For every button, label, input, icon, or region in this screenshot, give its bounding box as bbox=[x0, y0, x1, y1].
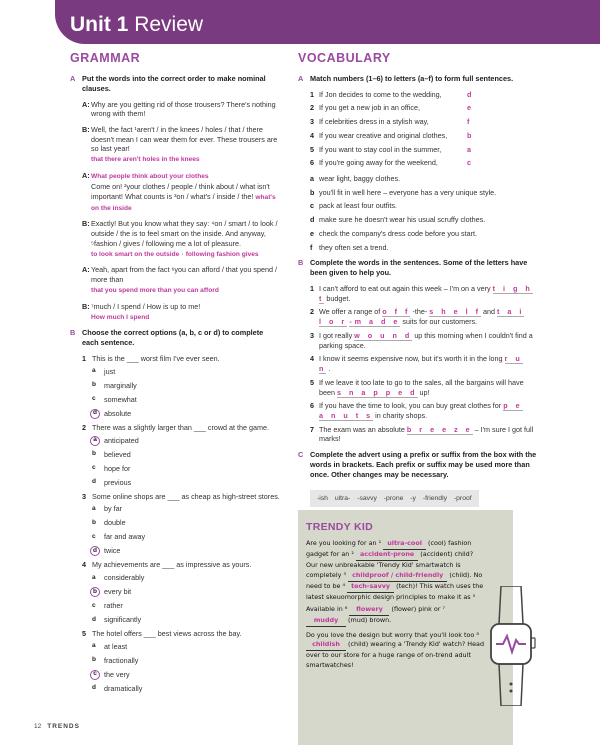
dialog-line: A: What people think about your clothes Come on! ²your clothes / people / think about / what isn't important! What counts is ³on / what's / inside / the! what's on the inside bbox=[82, 171, 276, 212]
ending-row: f they often set a trend. bbox=[310, 242, 389, 252]
option[interactable]: b marginally bbox=[92, 380, 137, 390]
vocab-instruction-a: A Match numbers (1–6) to letters (a–f) to form full sentences. bbox=[298, 73, 514, 83]
option[interactable]: d dramatically bbox=[92, 683, 143, 693]
option[interactable]: d previous bbox=[92, 477, 132, 487]
option[interactable]: a by far bbox=[92, 504, 122, 514]
selected-circle-icon: a bbox=[90, 436, 100, 446]
option[interactable]: b believed bbox=[92, 449, 131, 459]
blank-answer: muddy bbox=[306, 616, 346, 627]
answer: How much I spend bbox=[91, 313, 150, 321]
question: 4 My achievements are ___ as impressive as yours. bbox=[82, 560, 252, 570]
endings-list bbox=[298, 174, 538, 252]
option[interactable]: c hope for bbox=[92, 463, 131, 473]
question: 2 There was a slightly larger than ___ crowd at the game. bbox=[82, 422, 269, 432]
match-row: 6 If you're going away for the weekend, c bbox=[310, 158, 471, 168]
blank-answer: childish bbox=[306, 640, 346, 651]
dialog-line: B: Well, the fact ¹aren't / in the knees / holes / that / there doesn't mean I can wear them for ever. These trousers are so last year! that there aren't holes in the knees bbox=[82, 125, 278, 164]
complete-word-row: 5 If we leave it too late to go to the sales, all the bargains will have been s n a p p e d up! bbox=[310, 377, 524, 397]
option[interactable]: a anticipated bbox=[92, 436, 280, 446]
multiple-choice-list bbox=[70, 354, 280, 694]
grammar-instruction-a: A Put the words into the correct order to make nominal clauses. bbox=[70, 73, 266, 93]
complete-word-row: 6 If you have the time to look, you can buy great clothes for p e a n u t s in charity shops. bbox=[310, 401, 523, 420]
ending-row: a wear light, baggy clothes. bbox=[310, 174, 401, 184]
option[interactable]: d absolute bbox=[92, 409, 280, 419]
option[interactable]: b every bit bbox=[92, 587, 280, 597]
blank-answer: childproof / child-friendly bbox=[348, 571, 447, 582]
selected-circle-icon: d bbox=[90, 409, 100, 419]
match-row: 5 If you want to stay cool in the summer, a bbox=[310, 144, 471, 154]
option[interactable]: a just bbox=[92, 366, 116, 376]
option[interactable]: c the very bbox=[92, 670, 280, 680]
match-row: 2 If you get a new job in an office, e bbox=[310, 103, 471, 113]
option[interactable]: d significantly bbox=[92, 615, 142, 625]
answer: that you spend more than you can afford bbox=[91, 286, 219, 294]
blank-answer: accident-prone bbox=[356, 550, 418, 561]
complete-word-row: 4 I know it seems expensive now, but it's worth it in the long r u n . bbox=[310, 354, 523, 374]
answer: that there aren't holes in the knees bbox=[91, 156, 200, 164]
option[interactable]: a considerably bbox=[92, 573, 145, 583]
advert-title: TRENDY KID bbox=[306, 521, 373, 533]
blank-answer: tech-savvy bbox=[347, 582, 394, 593]
question: 5 The hotel offers ___ best views across the bay. bbox=[82, 628, 242, 638]
option[interactable]: c somewhat bbox=[92, 394, 137, 404]
advert-text-2: Available in ⁶ flowery (flower) pink or ⁷ muddy (mud) brown. bbox=[306, 605, 486, 627]
answer: to look smart on the outside bbox=[91, 250, 180, 258]
answer: what's on the inside bbox=[91, 193, 276, 212]
answer: following fashion gives bbox=[185, 250, 259, 258]
complete-word-row: 1 I can't afford to eat out again this week – I'm on a very t i g h t budget. bbox=[310, 284, 533, 303]
ending-row: c pack at least four outfits. bbox=[310, 201, 397, 211]
blank-answer: ultra-cool bbox=[383, 539, 426, 550]
dialog-line: B: ⁷much / I spend / How is up to me! How much I spend bbox=[82, 301, 201, 321]
question: 1 This is the ___ worst film I've ever seen. bbox=[82, 354, 220, 364]
vocabulary-heading: VOCABULARY bbox=[298, 51, 391, 65]
complete-word-row: 2 We offer a range of o f f -the- s h e l f and t a i l o r -m a d e suits for our customers. bbox=[310, 307, 525, 327]
option[interactable]: c far and away bbox=[92, 532, 146, 542]
selected-circle-icon: b bbox=[90, 587, 100, 597]
unit-title: Unit 1 Review bbox=[70, 13, 204, 36]
match-list bbox=[298, 90, 538, 168]
option[interactable]: b double bbox=[92, 518, 126, 528]
grammar-instruction-b: B Choose the correct options (a, b, c or d) to complete each sentence. bbox=[70, 328, 264, 348]
selected-circle-icon: d bbox=[90, 546, 100, 556]
complete-word-row: 3 I got really w o u n d up this morning when I couldn't find a parking space. bbox=[310, 330, 533, 350]
advert-text-3: Do you love the design but worry that you'll look too ⁸ childish (child) wearing a 'Trendy Kid' watch? Head over to our store for a huge range of on-trend adult smartwatches! bbox=[306, 630, 485, 670]
match-row: 3 If celebrities dress in a stylish way, f bbox=[310, 117, 470, 127]
advert-text: Are you looking for an ¹ ultra-cool (cool) fashion gadget for an ² accident-prone (accident) child? Our new unbreakable 'Trendy Kid' smartwatch is completely ³ childproof / child-friendly (child). No need to be ⁴ tech-savvy (tech)! This watch uses the latest skeuomorphic design principles to make it as ⁵ bbox=[306, 539, 484, 601]
vocabulary-column bbox=[298, 50, 538, 515]
ending-row: b you'll fit in well here – everyone has a very unique style. bbox=[310, 187, 497, 197]
match-row: 4 If you wear creative and original clothes, b bbox=[310, 130, 472, 140]
option[interactable]: b fractionally bbox=[92, 655, 139, 665]
answer: What people think about your clothes bbox=[91, 173, 209, 181]
match-row: 1 If Jon decides to come to the wedding, d bbox=[310, 89, 472, 99]
option[interactable]: d twice bbox=[92, 546, 280, 556]
ending-row: d make sure he doesn't wear his usual scruffy clothes. bbox=[310, 215, 486, 225]
grammar-heading: GRAMMAR bbox=[70, 51, 141, 65]
complete-words-list bbox=[298, 284, 538, 444]
dialog-line: A: Yeah, apart from the fact ⁶you can afford / that you spend / more than that you spend more than you can afford bbox=[82, 265, 277, 294]
dialog-line: A: Why are you getting rid of those trousers? There's nothing wrong with them! bbox=[82, 99, 276, 119]
vocab-instruction-c: C Complete the advert using a prefix or suffix from the box with the words in brackets. Each prefix or suffix may be used more than once. Other changes may be necessary. bbox=[298, 450, 537, 479]
trendy-kid-advert bbox=[298, 510, 513, 745]
ending-row: e check the company's dress code before you start. bbox=[310, 228, 477, 238]
question: 3 Some online shops are ___ as cheap as high-street stores. bbox=[82, 491, 280, 501]
blank-answer: flowery bbox=[349, 605, 389, 616]
selected-circle-icon: c bbox=[90, 670, 100, 680]
vocab-instruction-b: B Complete the words in the sentences. Some of the letters have been given to help you. bbox=[298, 258, 528, 278]
grammar-column bbox=[70, 50, 280, 698]
smartwatch-icon bbox=[486, 586, 536, 706]
option[interactable]: a at least bbox=[92, 641, 128, 651]
affix-box: -ish ultra- -savvy -prone -y -friendly -proof bbox=[310, 490, 479, 507]
option[interactable]: c rather bbox=[92, 601, 123, 611]
dialog-line: B: Exactly! But you know what they say: ⁴on / smart / to look / outside / the is to feel smart on the inside. And anyway, ⁵fashion / gives / following me a lot of pleasure. to look smart on the outside · following fashion gives bbox=[82, 219, 278, 258]
page-footer: 12 TRENDS bbox=[34, 723, 80, 730]
complete-word-row: 7 The exam was an absolute b r e e z e – I'm sure I got full marks! bbox=[310, 424, 534, 444]
